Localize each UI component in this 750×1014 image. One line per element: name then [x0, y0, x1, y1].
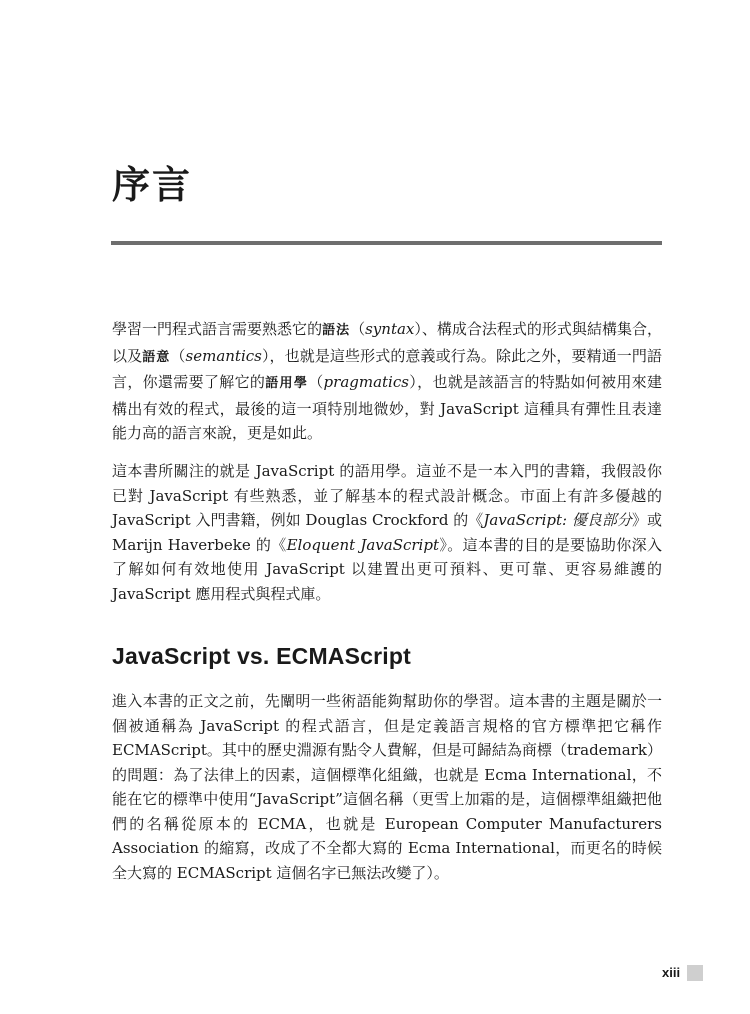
- p1-text-7: ），也就是該語言的特點如何被用來建構出有效的程式，最後的這一項特別地微妙，對 JavaScript 這種具有彈性且表達能力高的語言來說，更是如此。: [112, 373, 662, 442]
- p2-text-3: 》。這本書的目的是要協助你深入了解如何有效地使用 JavaScript 以建置出更可預料、更可靠、更容易維護的 JavaScript 應用程式與程式庫。: [112, 535, 662, 603]
- p1-text-1: 學習一門程式語言需要熟悉它的: [112, 320, 323, 338]
- p1-text-4: （: [170, 346, 186, 365]
- p1-text-5: ），也就是這些形式的意義或行為。除此之外，要精通一門語言，你還需要了解它的: [112, 346, 662, 391]
- term-pragmatics: 語用學: [265, 376, 309, 391]
- paragraph-syntax-semantics: [112, 317, 662, 446]
- term-semantics-english: semantics: [185, 346, 262, 365]
- chapter-title: 序言: [112, 162, 193, 207]
- p1-text-3: ）、構成合法程式的形式與結構集合，以及: [112, 320, 662, 365]
- book-title-eloquent: Eloquent JavaScript: [286, 535, 439, 554]
- book-title-good-parts: JavaScript: 優良部分: [483, 511, 632, 529]
- p2-text-2: 》或 Marijn Haverbeke 的《: [112, 511, 662, 554]
- p1-text-6: （: [308, 373, 324, 391]
- p2-text-1: 這本書所關注的就是 JavaScript 的語用學。這並不是一本入門的書籍，我假設你已對 JavaScript 有些熟悉，並了解基本的程式設計概念。市面上有許多優越的 JavaScript 入門書籍，例如 Douglas Crockford 的《: [112, 462, 662, 529]
- title-rule: [111, 241, 662, 245]
- paragraph-book-focus: [112, 459, 662, 606]
- term-semantics: 語意: [142, 349, 171, 365]
- page-number: xiii: [662, 965, 681, 980]
- page-marker: [687, 965, 703, 981]
- paragraph-ecmascript: 進入本書的正文之前，先闡明一些術語能夠幫助你的學習。這本書的主題是關於一個被通稱為 JavaScript 的程式語言，但是定義語言規格的官方標準把它稱作 ECMAScript。其中的歷史淵源有點令人費解，但是可歸結為商標（trademark）的問題：為了法律上的因素，這個標準化組織，也就是 Ecma International，不能在它的標準中使用“JavaScript”這個名稱（更雪上加霜的是，這個標準組織把他們的名稱從原本的 ECMA，也就是 European Computer Manufacturers Association 的縮寫，改成了不全都大寫的 Ecma International，而更名的時候全大寫的 ECMAScript 這個名字已無法改變了）。: [112, 692, 662, 882]
- section-heading: JavaScript vs. ECMAScript: [112, 643, 412, 669]
- p1-text-2: （: [350, 320, 366, 338]
- term-syntax: 語法: [322, 323, 351, 338]
- term-pragmatics-english: pragmatics: [323, 373, 409, 391]
- term-syntax-english: syntax: [365, 320, 415, 338]
